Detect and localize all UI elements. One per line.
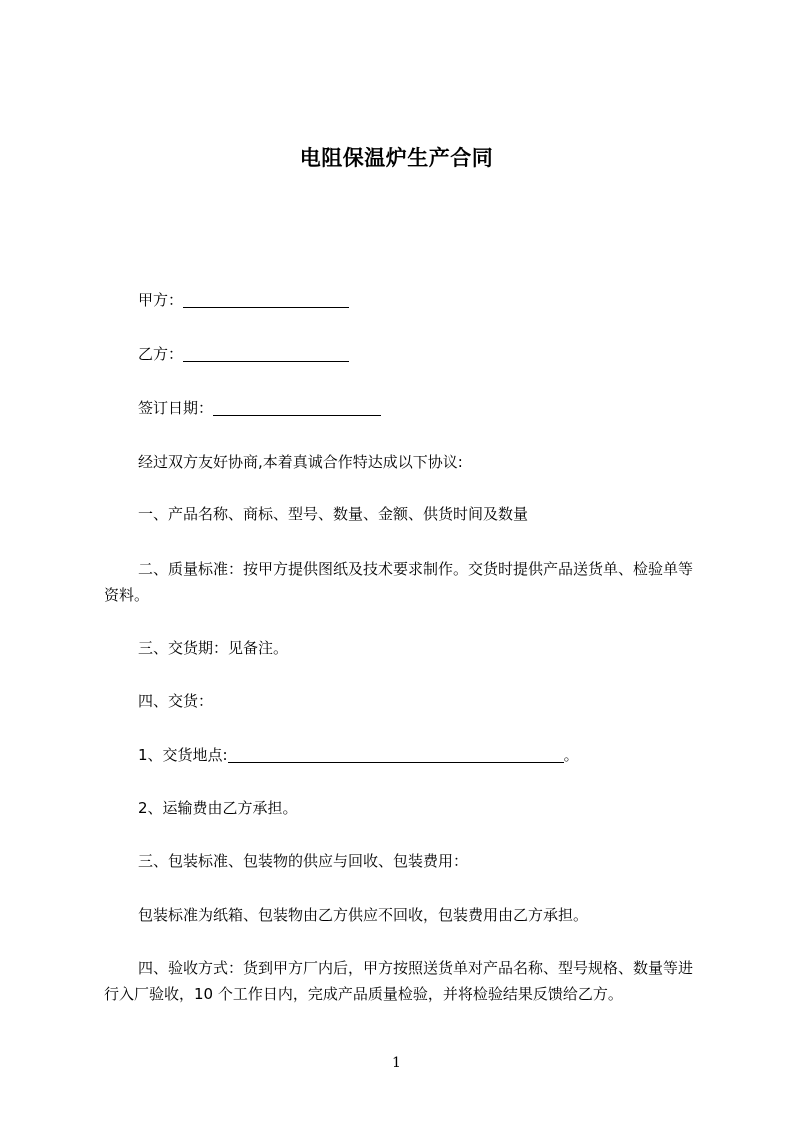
contract-title: 电阻保温炉生产合同: [299, 146, 494, 170]
sign-date-label: 签订日期：: [138, 399, 214, 417]
party-b-blank: [183, 345, 349, 362]
clause-2: 二、质量标准：按甲方提供图纸及技术要求制作。交货时提供产品送货单、检验单等资料。: [104, 560, 694, 604]
page-number: 1: [392, 1055, 401, 1071]
delivery-place-line: [138, 742, 579, 768]
party-a-label: 甲方：: [138, 291, 184, 309]
sign-date-line: [138, 395, 381, 421]
clause-1: 一、产品名称、商标、型号、数量、金额、供货时间及数量: [138, 505, 529, 523]
transport-text: 2、运输费由乙方承担。: [138, 799, 298, 817]
packaging-heading: 三、包装标准、包装物的供应与回收、包装费用：: [138, 852, 469, 870]
party-b-line: [138, 341, 349, 367]
party-a-line: [138, 287, 349, 313]
intro-text: 经过双方友好协商,本着真诚合作特达成以下协议:: [138, 453, 463, 471]
party-b-label: 乙方：: [138, 345, 184, 363]
sign-date-blank: [213, 399, 381, 416]
delivery-place-label: 1、交货地点:: [138, 746, 228, 764]
delivery-place-blank: [228, 746, 564, 763]
packaging-text: 包装标准为纸箱、包装物由乙方供应不回收，包装费用由乙方承担。: [138, 906, 589, 924]
acceptance-clause: 四、验收方式：货到甲方厂内后，甲方按照送货单对产品名称、型号规格、数量等进行入厂验收，10 个工作日内，完成产品质量检验，并将检验结果反馈给乙方。: [104, 959, 694, 1003]
clause-3: 三、交货期：见备注。: [138, 639, 289, 657]
delivery-place-suffix: 。: [563, 746, 579, 764]
party-a-blank: [183, 291, 349, 308]
clause-4: 四、交货：: [138, 692, 214, 710]
